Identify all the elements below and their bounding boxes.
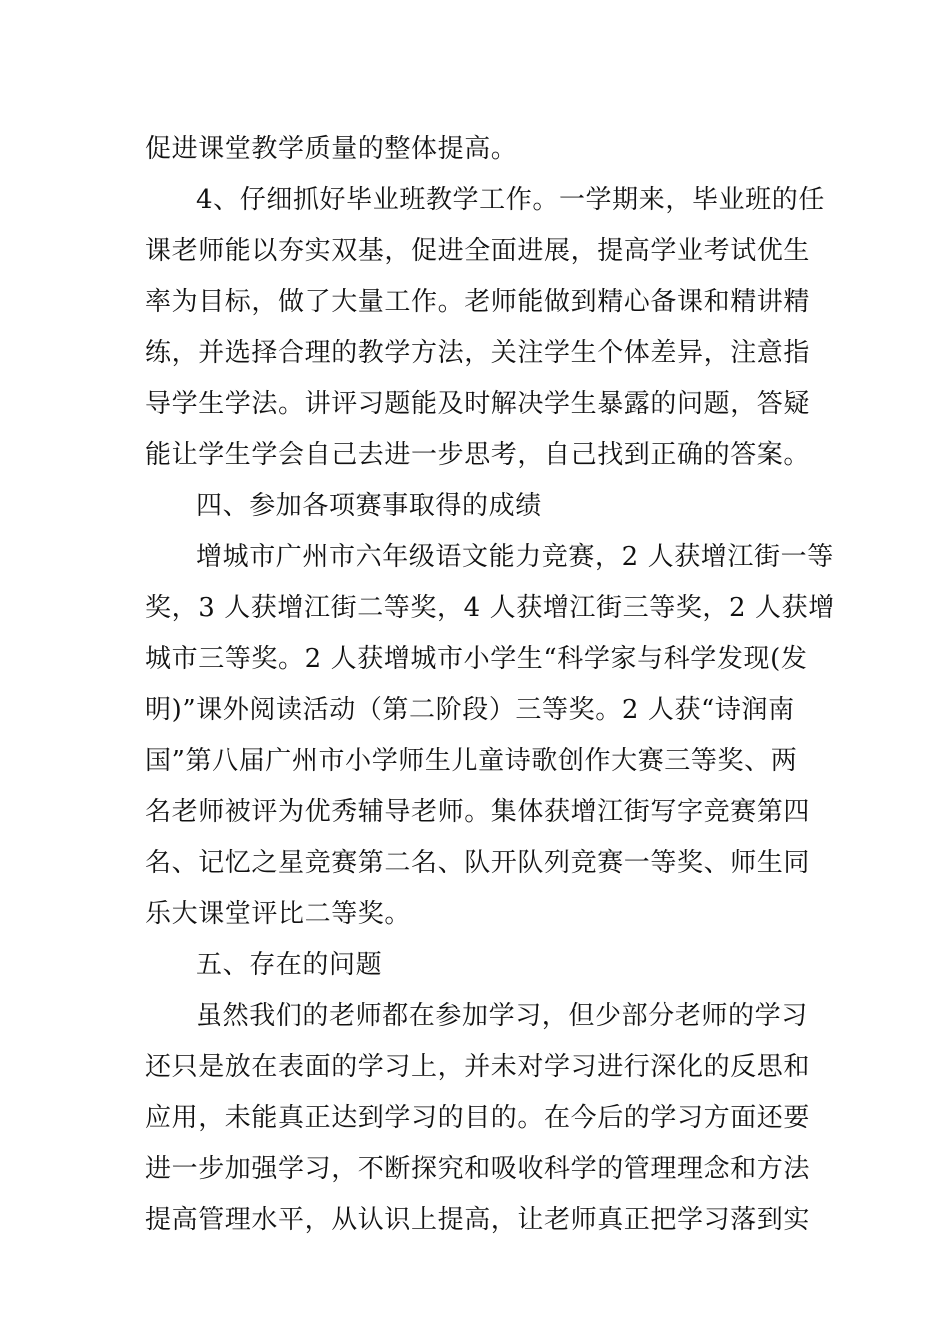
body-text-line: 导学生学法。讲评习题能及时解决学生暴露的问题，答疑 xyxy=(145,389,811,419)
body-text-line: 练，并选择合理的教学方法，关注学生个体差异，注意指 xyxy=(145,338,811,368)
section-heading: 四、参加各项赛事取得的成绩 xyxy=(196,491,542,521)
body-text-line: 明)”课外阅读活动（第二阶段）三等奖。2 人获“诗润南 xyxy=(145,695,795,725)
body-text-line: 名老师被评为优秀辅导老师。集体获增江街写字竞赛第四 xyxy=(145,797,811,827)
body-text-line: 应用，未能真正达到学习的目的。在今后的学习方面还要 xyxy=(145,1103,811,1133)
paragraph-start-line: 4、仔细抓好毕业班教学工作。一学期来，毕业班的任 xyxy=(196,185,825,215)
body-text-line: 奖，3 人获增江街二等奖，4 人获增江街三等奖，2 人获增 xyxy=(145,593,835,623)
paragraph-start-line: 虽然我们的老师都在参加学习，但少部分老师的学习 xyxy=(196,1001,808,1031)
body-text-line: 乐大课堂评比二等奖。 xyxy=(145,899,412,929)
paragraph-start-line: 增城市广州市六年级语文能力竞赛，2 人获增江街一等 xyxy=(196,542,834,572)
body-text-line: 率为目标，做了大量工作。老师能做到精心备课和精讲精 xyxy=(145,287,811,317)
body-text-line: 进一步加强学习，不断探究和吸收科学的管理理念和方法 xyxy=(145,1154,811,1184)
section-heading: 五、存在的问题 xyxy=(196,950,383,980)
body-text-line: 能让学生学会自己去进一步思考，自己找到正确的答案。 xyxy=(145,440,811,470)
body-text-line: 国”第八届广州市小学师生儿童诗歌创作大赛三等奖、两 xyxy=(145,746,798,776)
body-text-line: 还只是放在表面的学习上，并未对学习进行深化的反思和 xyxy=(145,1052,811,1082)
body-text-line: 课老师能以夯实双基，促进全面进展，提高学业考试优生 xyxy=(145,236,811,266)
body-text-line: 提高管理水平，从认识上提高，让老师真正把学习落到实 xyxy=(145,1205,811,1235)
body-text-line: 城市三等奖。2 人获增城市小学生“科学家与科学发现(发 xyxy=(145,644,808,674)
body-text-line: 促进课堂教学质量的整体提高。 xyxy=(145,134,518,164)
body-text-line: 名、记忆之星竞赛第二名、队开队列竞赛一等奖、师生同 xyxy=(145,848,811,878)
